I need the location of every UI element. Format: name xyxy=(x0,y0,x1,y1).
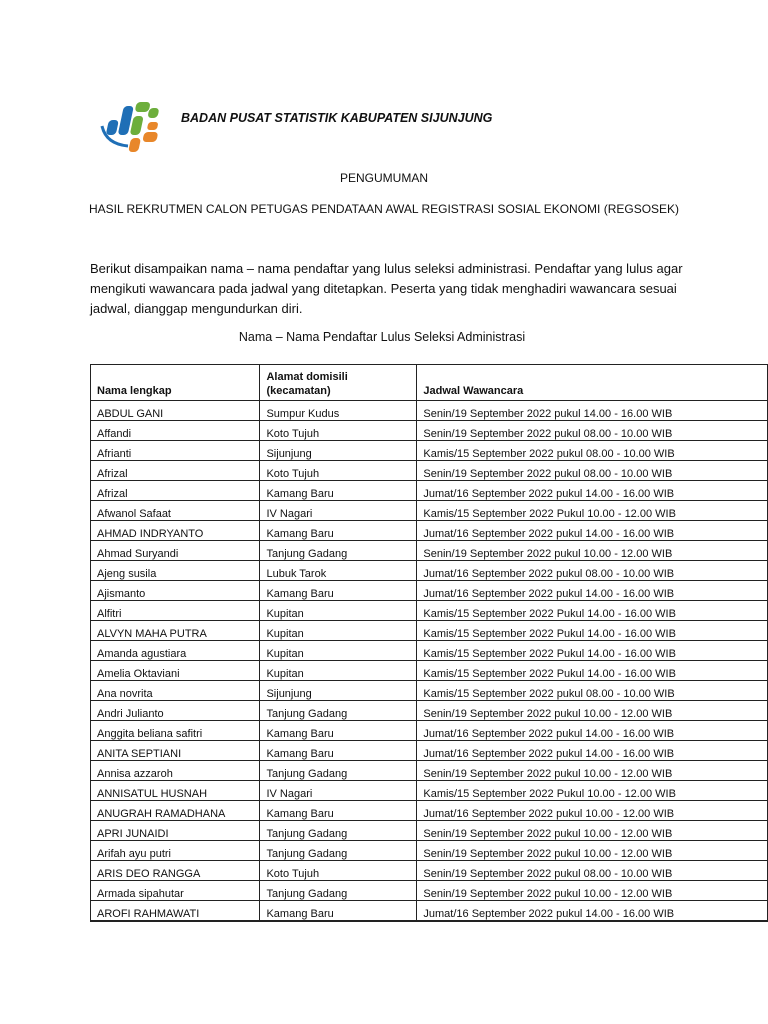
applicant-district: Kupitan xyxy=(260,601,417,621)
interview-schedule: Kamis/15 September 2022 Pukul 14.00 - 16.00 WIB xyxy=(417,621,768,641)
interview-schedule: Senin/19 September 2022 pukul 10.00 - 12.00 WIB xyxy=(417,821,768,841)
applicant-district: Tanjung Gadang xyxy=(260,541,417,561)
applicant-name: ANITA SEPTIANI xyxy=(91,741,260,761)
interview-schedule: Kamis/15 September 2022 Pukul 14.00 - 16.00 WIB xyxy=(417,661,768,681)
table-row xyxy=(91,721,768,741)
intro-paragraph: Berikut disampaikan nama – nama pendaftar yang lulus seleksi administrasi. Pendaftar yang lulus agar mengikuti wawancara pada jadwal yang ditetapkan. Peserta yang tidak menghadiri wawancara sesuai jadwal, dianggap mengundurkan diri. xyxy=(90,261,683,316)
applicant-district: Tanjung Gadang xyxy=(260,761,417,781)
interview-schedule: Senin/19 September 2022 pukul 10.00 - 12.00 WIB xyxy=(417,701,768,721)
table-row xyxy=(91,641,768,661)
applicant-name: Alfitri xyxy=(91,601,260,621)
applicant-name: APRI JUNAIDI xyxy=(91,821,260,841)
applicant-name: Amelia Oktaviani xyxy=(91,661,260,681)
announcement-title: PENGUMUMAN xyxy=(339,171,428,185)
table-row xyxy=(91,421,768,441)
interview-schedule: Kamis/15 September 2022 pukul 08.00 - 10.00 WIB xyxy=(417,681,768,701)
applicant-name: Ajismanto xyxy=(91,581,260,601)
table-row xyxy=(91,461,768,481)
table-row xyxy=(91,781,768,801)
applicant-name: Afrizal xyxy=(91,461,260,481)
interview-schedule: Kamis/15 September 2022 Pukul 10.00 - 12.00 WIB xyxy=(417,501,768,521)
organization-name: BADAN PUSAT STATISTIK KABUPATEN SIJUNJUNG xyxy=(181,111,493,125)
table-row xyxy=(91,541,768,561)
interview-schedule: Jumat/16 September 2022 pukul 14.00 - 16.00 WIB xyxy=(417,901,768,922)
applicant-district: Kupitan xyxy=(260,621,417,641)
applicant-name: ANUGRAH RAMADHANA xyxy=(91,801,260,821)
table-row xyxy=(91,741,768,761)
applicant-district: IV Nagari xyxy=(260,781,417,801)
applicant-name: Ajeng susila xyxy=(91,561,260,581)
applicant-district: Tanjung Gadang xyxy=(260,841,417,861)
table-row xyxy=(91,521,768,541)
applicant-district: Koto Tujuh xyxy=(260,861,417,881)
applicant-district: Tanjung Gadang xyxy=(260,701,417,721)
applicant-district: Tanjung Gadang xyxy=(260,821,417,841)
applicant-name: Armada sipahutar xyxy=(91,881,260,901)
table-row xyxy=(91,801,768,821)
table-body xyxy=(91,401,768,922)
interview-schedule: Jumat/16 September 2022 pukul 14.00 - 16.00 WIB xyxy=(417,481,768,501)
applicant-name: Afwanol Safaat xyxy=(91,501,260,521)
table-row xyxy=(91,561,768,581)
table-row xyxy=(91,821,768,841)
applicant-district: Kupitan xyxy=(260,661,417,681)
applicant-district: Tanjung Gadang xyxy=(260,881,417,901)
applicant-table xyxy=(90,364,768,922)
applicant-name: Arifah ayu putri xyxy=(91,841,260,861)
interview-schedule: Senin/19 September 2022 pukul 10.00 - 12.00 WIB xyxy=(417,761,768,781)
table-row xyxy=(91,841,768,861)
table-row xyxy=(91,581,768,601)
table-header-row xyxy=(91,365,768,401)
applicant-district: Kamang Baru xyxy=(260,901,417,922)
applicant-district: Koto Tujuh xyxy=(260,461,417,481)
interview-schedule: Kamis/15 September 2022 pukul 08.00 - 10.00 WIB xyxy=(417,441,768,461)
applicant-district: Kamang Baru xyxy=(260,481,417,501)
applicant-name: Amanda agustiara xyxy=(91,641,260,661)
interview-schedule: Kamis/15 September 2022 Pukul 10.00 - 12.00 WIB xyxy=(417,781,768,801)
interview-schedule: Jumat/16 September 2022 pukul 10.00 - 12.00 WIB xyxy=(417,801,768,821)
applicant-name: Ahmad Suryandi xyxy=(91,541,260,561)
applicant-name: Andri Julianto xyxy=(91,701,260,721)
table-row xyxy=(91,661,768,681)
document-header xyxy=(98,96,698,156)
applicant-name: ALVYN MAHA PUTRA xyxy=(91,621,260,641)
applicant-name: Ana novrita xyxy=(91,681,260,701)
table-row xyxy=(91,761,768,781)
applicant-district: Koto Tujuh xyxy=(260,421,417,441)
applicant-name: Annisa azzaroh xyxy=(91,761,260,781)
table-row xyxy=(91,881,768,901)
applicant-name: Anggita beliana safitri xyxy=(91,721,260,741)
header-interview-schedule: Jadwal Wawancara xyxy=(417,365,768,401)
table-row xyxy=(91,681,768,701)
applicant-name: AHMAD INDRYANTO xyxy=(91,521,260,541)
applicant-district: Kamang Baru xyxy=(260,721,417,741)
applicant-name: ANNISATUL HUSNAH xyxy=(91,781,260,801)
applicant-name: Affandi xyxy=(91,421,260,441)
table-row xyxy=(91,861,768,881)
applicant-name: Afrizal xyxy=(91,481,260,501)
applicant-district: Lubuk Tarok xyxy=(260,561,417,581)
applicant-district: Kamang Baru xyxy=(260,581,417,601)
applicant-district: Sijunjung xyxy=(260,681,417,701)
interview-schedule: Kamis/15 September 2022 Pukul 14.00 - 16.00 WIB xyxy=(417,601,768,621)
interview-schedule: Senin/19 September 2022 pukul 08.00 - 10.00 WIB xyxy=(417,421,768,441)
applicant-district: Kupitan xyxy=(260,641,417,661)
announcement-subtitle: HASIL REKRUTMEN CALON PETUGAS PENDATAAN AWAL REGISTRASI SOSIAL EKONOMI (REGSOSEK) xyxy=(88,202,680,216)
applicant-name: ARIS DEO RANGGA xyxy=(91,861,260,881)
applicant-name: AROFI RAHMAWATI xyxy=(91,901,260,922)
table-row xyxy=(91,621,768,641)
header-full-name: Nama lengkap xyxy=(91,365,260,401)
table-row xyxy=(91,701,768,721)
table-row xyxy=(91,481,768,501)
interview-schedule: Jumat/16 September 2022 pukul 14.00 - 16.00 WIB xyxy=(417,721,768,741)
applicant-district: Sijunjung xyxy=(260,441,417,461)
table-row xyxy=(91,601,768,621)
header-domicile-address: Alamat domisili (kecamatan) xyxy=(260,365,417,401)
table-row xyxy=(91,501,768,521)
applicant-name: Afrianti xyxy=(91,441,260,461)
applicant-district: Kamang Baru xyxy=(260,521,417,541)
interview-schedule: Senin/19 September 2022 pukul 10.00 - 12.00 WIB xyxy=(417,881,768,901)
applicant-district: IV Nagari xyxy=(260,501,417,521)
interview-schedule: Senin/19 September 2022 pukul 10.00 - 12.00 WIB xyxy=(417,541,768,561)
interview-schedule: Senin/19 September 2022 pukul 08.00 - 10.00 WIB xyxy=(417,461,768,481)
interview-schedule: Kamis/15 September 2022 Pukul 14.00 - 16.00 WIB xyxy=(417,641,768,661)
interview-schedule: Jumat/16 September 2022 pukul 14.00 - 16.00 WIB xyxy=(417,581,768,601)
interview-schedule: Senin/19 September 2022 pukul 08.00 - 10.00 WIB xyxy=(417,861,768,881)
interview-schedule: Senin/19 September 2022 pukul 14.00 - 16.00 WIB xyxy=(417,401,768,421)
interview-schedule: Jumat/16 September 2022 pukul 14.00 - 16.00 WIB xyxy=(417,741,768,761)
interview-schedule: Jumat/16 September 2022 pukul 08.00 - 10.00 WIB xyxy=(417,561,768,581)
table-row xyxy=(91,401,768,421)
interview-schedule: Senin/19 September 2022 pukul 10.00 - 12.00 WIB xyxy=(417,841,768,861)
applicant-district: Kamang Baru xyxy=(260,801,417,821)
bps-logo-icon xyxy=(98,96,172,156)
table-row xyxy=(91,441,768,461)
table-caption: Nama – Nama Pendaftar Lulus Seleksi Administrasi xyxy=(238,330,526,344)
applicant-district: Kamang Baru xyxy=(260,741,417,761)
table-row xyxy=(91,901,768,922)
interview-schedule: Jumat/16 September 2022 pukul 14.00 - 16.00 WIB xyxy=(417,521,768,541)
applicant-district: Sumpur Kudus xyxy=(260,401,417,421)
applicant-name: ABDUL GANI xyxy=(91,401,260,421)
